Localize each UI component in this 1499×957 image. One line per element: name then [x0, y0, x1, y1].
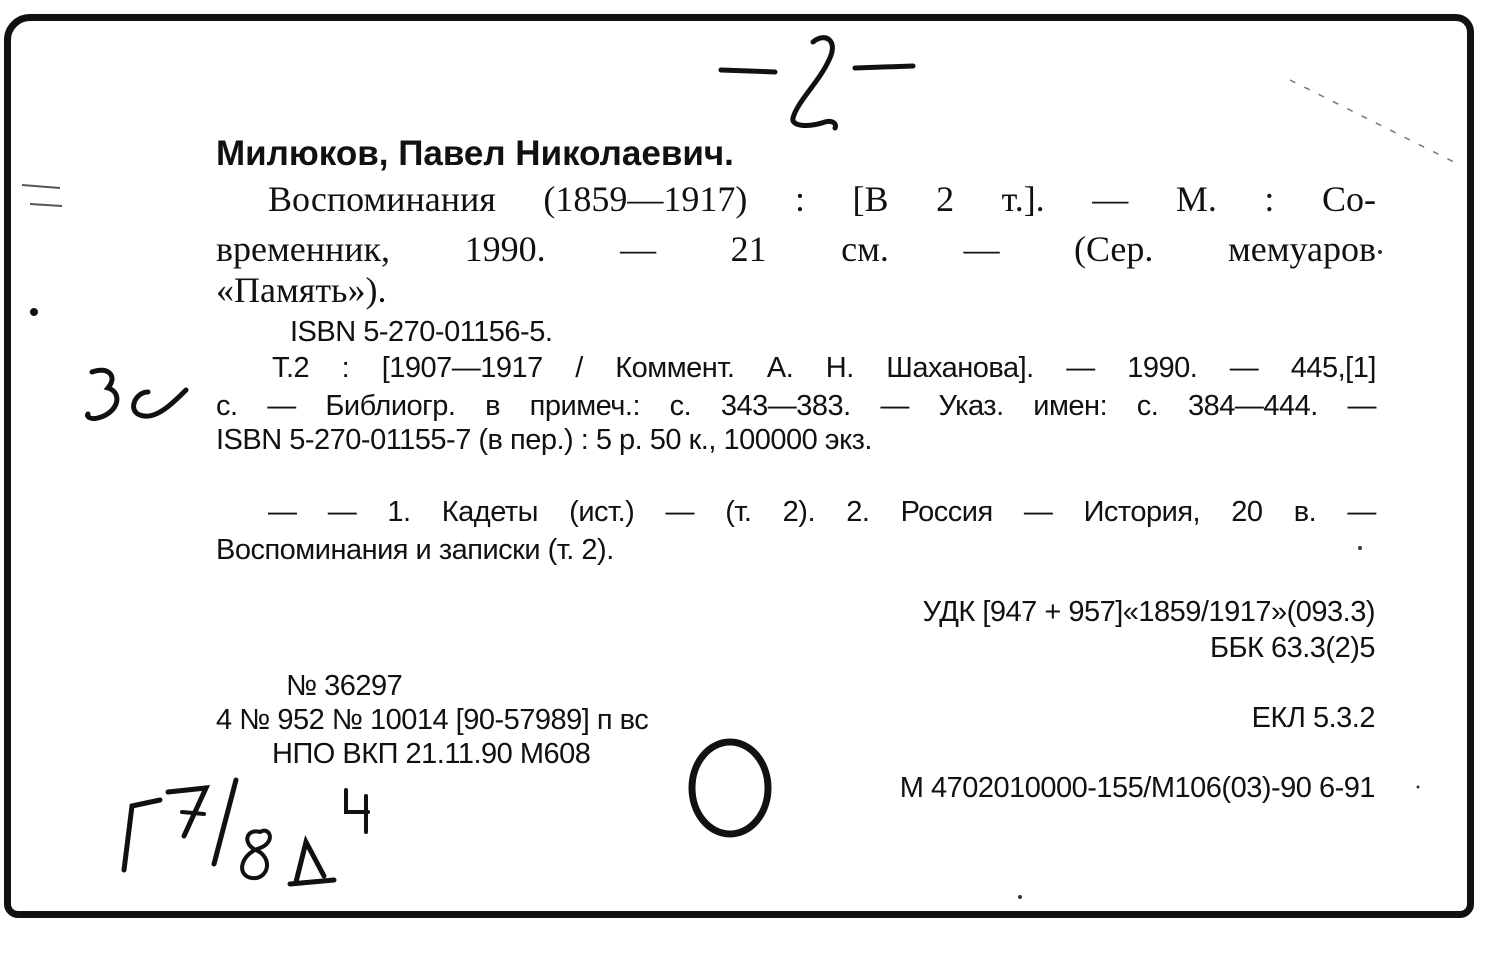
title-line2-word: мемуаров — [1227, 229, 1376, 269]
title-line1-word: т.]. — [1001, 179, 1045, 219]
vol-line2-word: 343—383. — [720, 390, 851, 422]
title-line1-word: 2 — [936, 179, 955, 219]
card-author: Милюков, Павел Николаевич. — [216, 134, 734, 173]
subj-line1-word: — — [268, 496, 297, 528]
subj-line1-word: (т. — [725, 496, 752, 528]
title-line2-word: — — [620, 229, 657, 269]
vol-line2-word: — — [880, 390, 909, 422]
m-code: М 4702010000-155/М106(03)-90 6-91 — [899, 772, 1375, 804]
npo-line: НПО ВКП 21.11.90 М608 — [272, 738, 591, 770]
vol-line1-word: Т.2 — [272, 352, 310, 384]
vol-line2-word: примеч.: — [529, 390, 641, 422]
vol-line2-word: с. — [216, 390, 238, 422]
subj-line1-word: 20 — [1231, 496, 1263, 528]
subj-line1-word: — — [665, 496, 694, 528]
vol-line2-word: Указ. — [938, 390, 1004, 422]
title-line-1 — [268, 178, 1376, 220]
subj-line1-word: (ист.) — [569, 496, 635, 528]
subj-line1-word: — — [1023, 496, 1053, 528]
vol-line1-word: Коммент. — [615, 352, 735, 384]
vol-line2-word: в — [485, 390, 500, 422]
title-line2-word: временник, — [216, 229, 391, 269]
title-line1-word: (1859—1917) — [543, 179, 748, 219]
subj-line1-word: История, — [1083, 496, 1201, 528]
vol-line1-word: [1907—1917 — [381, 352, 543, 384]
order-line: 4 № 952 № 10014 [90-57989] п вс — [216, 704, 649, 736]
title-line1-word: Воспоминания — [268, 179, 496, 219]
title-line2-word: 21 — [730, 229, 767, 269]
title-line2-word: — — [963, 229, 1000, 269]
subject-line-1 — [268, 496, 1376, 529]
vol-line1-word: 1990. — [1127, 352, 1198, 384]
subject-line-2: Воспоминания и записки (т. 2). — [216, 534, 614, 566]
vol-line2-word: — — [267, 390, 296, 422]
vol-line1-word: — — [1229, 352, 1259, 384]
vol-line2-word: с. — [1136, 390, 1159, 422]
subj-line1-word: 2). — [782, 496, 816, 528]
title-line-3: «Память»). — [216, 270, 387, 310]
title-line2-word: (Сер. — [1073, 229, 1154, 269]
ekl-code: ЕКЛ 5.3.2 — [1251, 702, 1375, 734]
vol-line1-word: Н. — [825, 352, 854, 384]
isbn-main: ISBN 5-270-01156-5. — [290, 316, 553, 348]
vol-line2-word: с. — [669, 390, 692, 422]
subj-line1-word: — — [1347, 496, 1376, 528]
subj-line1-word: 2. — [846, 496, 870, 528]
vol-line1-word: Шаханова]. — [886, 352, 1034, 384]
title-line1-word: : — [1264, 179, 1275, 219]
subj-line1-word: в. — [1293, 496, 1317, 528]
vol-line1-word: — — [1066, 352, 1095, 384]
card-number: № 36297 — [286, 670, 403, 702]
volume-line-2 — [216, 390, 1376, 423]
subj-line1-word: Россия — [900, 496, 993, 528]
volume-line-1 — [272, 352, 1376, 385]
subj-line1-word: — — [327, 496, 357, 528]
vol-line2-word: имен: — [1033, 390, 1108, 422]
vol-line2-word: Библиогр. — [325, 390, 456, 422]
vol-line1-word: 445,[1] — [1290, 352, 1376, 384]
title-line1-word: Со- — [1321, 179, 1376, 219]
title-line1-word: М. — [1175, 179, 1217, 219]
udk-code: УДК [947 + 957]«1859/1917»(093.3) — [922, 596, 1375, 628]
vol-line2-word: — — [1347, 390, 1376, 422]
volume-line-3: ISBN 5-270-01155-7 (в пер.) : 5 р. 50 к., 100000 экз. — [216, 424, 872, 456]
title-line1-word: — — [1092, 179, 1129, 219]
title-line2-word: 1990. — [464, 229, 546, 269]
vol-line2-word: 384—444. — [1188, 390, 1318, 422]
title-line-2 — [216, 228, 1376, 270]
title-line1-word: [В — [852, 179, 889, 219]
vol-line1-word: / — [575, 352, 583, 384]
vol-line1-word: : — [341, 352, 350, 384]
title-line1-word: : — [794, 179, 805, 219]
title-line2-word: см. — [841, 229, 889, 269]
subj-line1-word: Кадеты — [441, 496, 538, 528]
vol-line1-word: А. — [766, 352, 794, 384]
bbk-code: ББК 63.3(2)5 — [1209, 632, 1375, 664]
subj-line1-word: 1. — [387, 496, 411, 528]
